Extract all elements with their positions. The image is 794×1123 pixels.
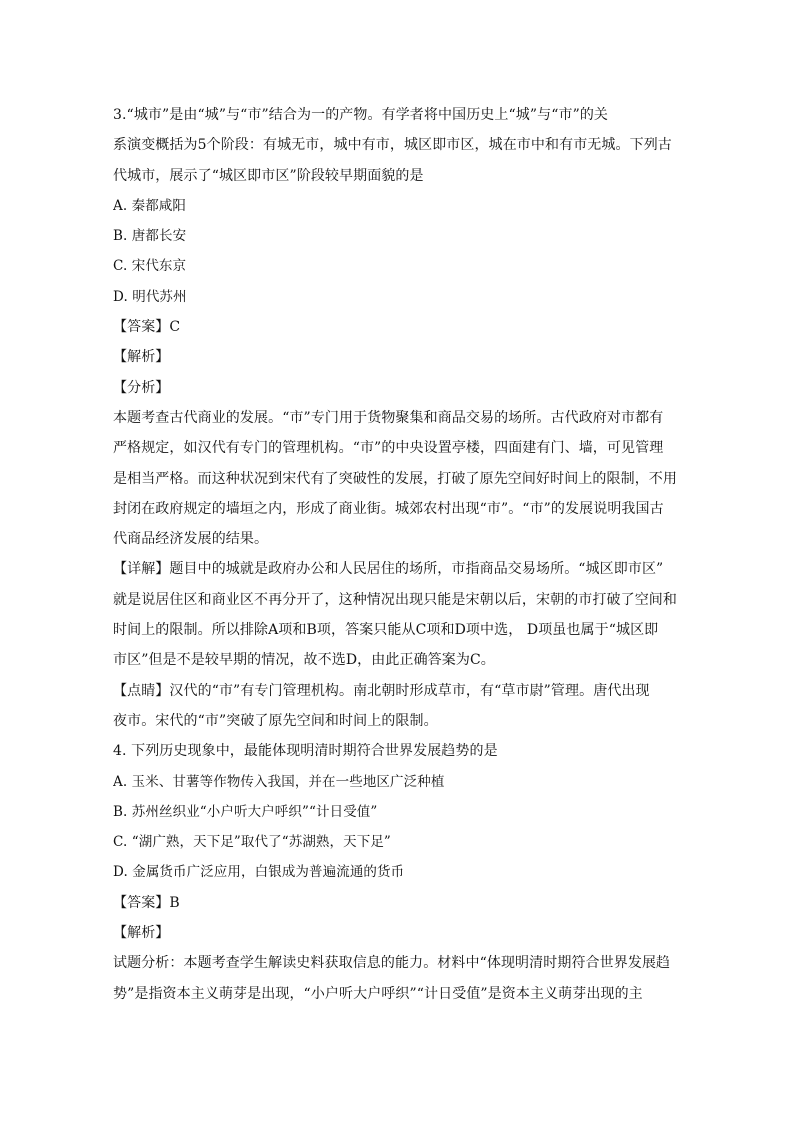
document-page (113, 100, 681, 1009)
q3-option-d: D. 明代苏州 (113, 288, 187, 305)
q3-stem-line-2: 系演变概括为5个阶段：有城无市，城中有市，城区即市区，城在市中和有市无城。下列古 (113, 137, 672, 154)
q4-option-c: C. “湖广熟，天下足”取代了“苏湖熟，天下足” (113, 834, 391, 851)
q3-jiexi-label: 【解析】 (113, 349, 170, 366)
q3-xiangjie-line-4: 市区”但是不是较早期的情况，故不选D，由此正确答案为C。 (113, 652, 495, 669)
q3-fenxi-label: 【分析】 (113, 379, 170, 396)
q3-xiangjie-line-3: 时间上的限制。所以排除A项和B项，答案只能从C项和D项中选， D项虽也属于“城区即 (113, 622, 659, 639)
q3-dianjing-line-2: 夜市。宋代的“市”突破了原先空间和时间上的限制。 (113, 712, 438, 729)
q4-option-b: B. 苏州丝织业“小户听大户呼织”“计日受值” (113, 803, 378, 820)
q3-option-b: B. 唐都长安 (113, 228, 187, 245)
q3-xiangjie-line-1: 【详解】题目中的城就是政府办公和人民居住的场所，市指商品交易场所。“城区即市区” (113, 561, 664, 578)
q3-fenxi-line-4: 封闭在政府规定的墙垣之内，形成了商业街。城郊农村出现“市”。“市”的发展说明我国古 (113, 500, 664, 517)
q3-fenxi-line-2: 严格规定，如汉代有专门的管理机构。“市”的中央设置亭楼，四面建有门、墙，可见管理 (113, 440, 664, 457)
q4-option-d: D. 金属货币广泛应用，白银成为普遍流通的货币 (113, 864, 405, 881)
q3-option-c: C. 宋代东京 (113, 258, 187, 275)
q4-analysis-line-2: 势”是指资本主义萌芽是出现，“小户听大户呼织”“计日受值”是资本主义萌芽出现的主 (113, 985, 643, 1002)
q4-option-a: A. 玉米、甘薯等作物传入我国，并在一些地区广泛种植 (113, 773, 445, 790)
q3-option-a: A. 秦都咸阳 (113, 197, 187, 214)
q3-answer: 【答案】C (113, 319, 181, 336)
q3-dianjing-line-1: 【点睛】汉代的“市”有专门管理机构。南北朝时形成草市，有“草市尉”管理。唐代出现 (113, 682, 650, 699)
q4-jiexi-label: 【解析】 (113, 925, 170, 942)
q3-fenxi-line-5: 代商品经济发展的结果。 (113, 531, 269, 548)
q3-stem-line-3: 代城市，展示了“城区即市区”阶段较早期面貌的是 (113, 167, 424, 184)
q3-fenxi-line-1: 本题考查古代商业的发展。“市”专门用于货物聚集和商品交易的场所。古代政府对市都有 (113, 409, 664, 426)
q4-analysis-line-1: 试题分析：本题考查学生解读史料获取信息的能力。材料中“体现明清时期符合世界发展趋 (113, 955, 671, 972)
q3-xiangjie-line-2: 就是说居住区和商业区不再分开了，这种情况出现只能是宋朝以后，宋朝的市打破了空间和 (113, 591, 677, 608)
q4-stem: 4. 下列历史现象中，最能体现明清时期符合世界发展趋势的是 (113, 743, 498, 760)
q4-answer: 【答案】B (113, 894, 180, 911)
q3-fenxi-line-3: 是相当严格。而这种状况到宋代有了突破性的发展，打破了原先空间好时间上的限制，不用 (113, 470, 677, 487)
q3-stem-line-1: 3.“城市”是由“城”与“市”结合为一的产物。有学者将中国历史上“城”与“市”的关 (113, 107, 609, 123)
